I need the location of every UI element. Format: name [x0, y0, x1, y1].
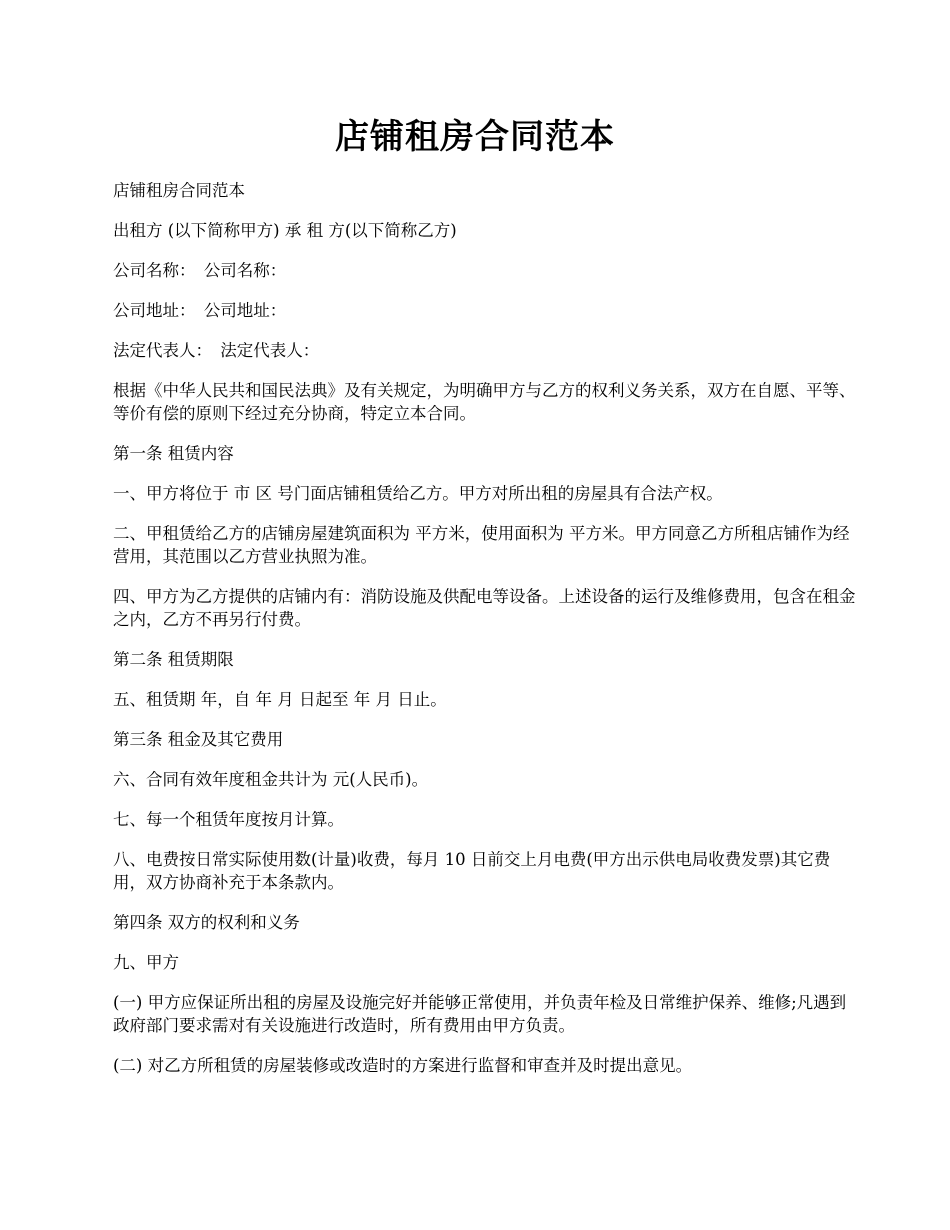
paragraph-subclause-1: (一) 甲方应保证所出租的房屋及设施完好并能够正常使用，并负责年检及日常维护保养、维修;凡遇到政府部门要求需对有关设施进行改造时，所有费用由甲方负责。: [113, 993, 847, 1035]
paragraph-subclause-2: (二) 对乙方所租赁的房屋装修或改造时的方案进行监督和审查并及时提出意见。: [113, 1056, 693, 1075]
paragraph-clause-6: 六、合同有效年度租金共计为 元(人民币)。: [113, 770, 429, 789]
paragraph-clause-8: 八、电费按日常实际使用数(计量)收费，每月 10 日前交上月电费(甲方出示供电局收费发票)其它费用，双方协商补充于本条款内。: [113, 850, 831, 892]
paragraph-company-address: 公司地址： 公司地址：: [113, 301, 287, 320]
paragraph-preamble: 根据《中华人民共和国民法典》及有关规定，为明确甲方与乙方的权利义务关系，双方在自愿、平等、等价有偿的原则下经过充分协商，特定立本合同。: [113, 381, 856, 423]
paragraph-clause-7: 七、每一个租赁年度按月计算。: [113, 810, 344, 829]
paragraph-clause-9: 九、甲方: [113, 953, 179, 972]
paragraph-subtitle: 店铺租房合同范本: [113, 181, 245, 200]
section-heading-1: 第一条 租赁内容: [113, 444, 234, 463]
section-heading-4: 第四条 双方的权利和义务: [113, 913, 300, 932]
document-title: 店铺租房合同范本: [335, 117, 615, 157]
paragraph-legal-representative: 法定代表人： 法定代表人：: [113, 341, 320, 360]
paragraph-parties: 出租方 (以下简称甲方) 承 租 方(以下简称乙方): [113, 221, 457, 240]
paragraph-clause-4: 四、甲方为乙方提供的店铺内有：消防设施及供配电等设备。上述设备的运行及维修费用，包含在租金之内，乙方不再另行付费。: [113, 587, 856, 629]
paragraph-clause-5: 五、租赁期 年，自 年 月 日起至 年 月 日止。: [113, 690, 447, 709]
document-body: [113, 179, 858, 1094]
paragraph-company-name: 公司名称： 公司名称：: [113, 261, 287, 280]
section-heading-3: 第三条 租金及其它费用: [113, 730, 284, 749]
paragraph-clause-1: 一、甲方将位于 市 区 号门面店铺租赁给乙方。甲方对所出租的房屋具有合法产权。: [113, 484, 723, 503]
paragraph-clause-2: 二、甲租赁给乙方的店铺房屋建筑面积为 平方米，使用面积为 平方米。甲方同意乙方所租店铺作为经营用，其范围以乙方营业执照为准。: [113, 524, 850, 566]
section-heading-2: 第二条 租赁期限: [113, 650, 234, 669]
